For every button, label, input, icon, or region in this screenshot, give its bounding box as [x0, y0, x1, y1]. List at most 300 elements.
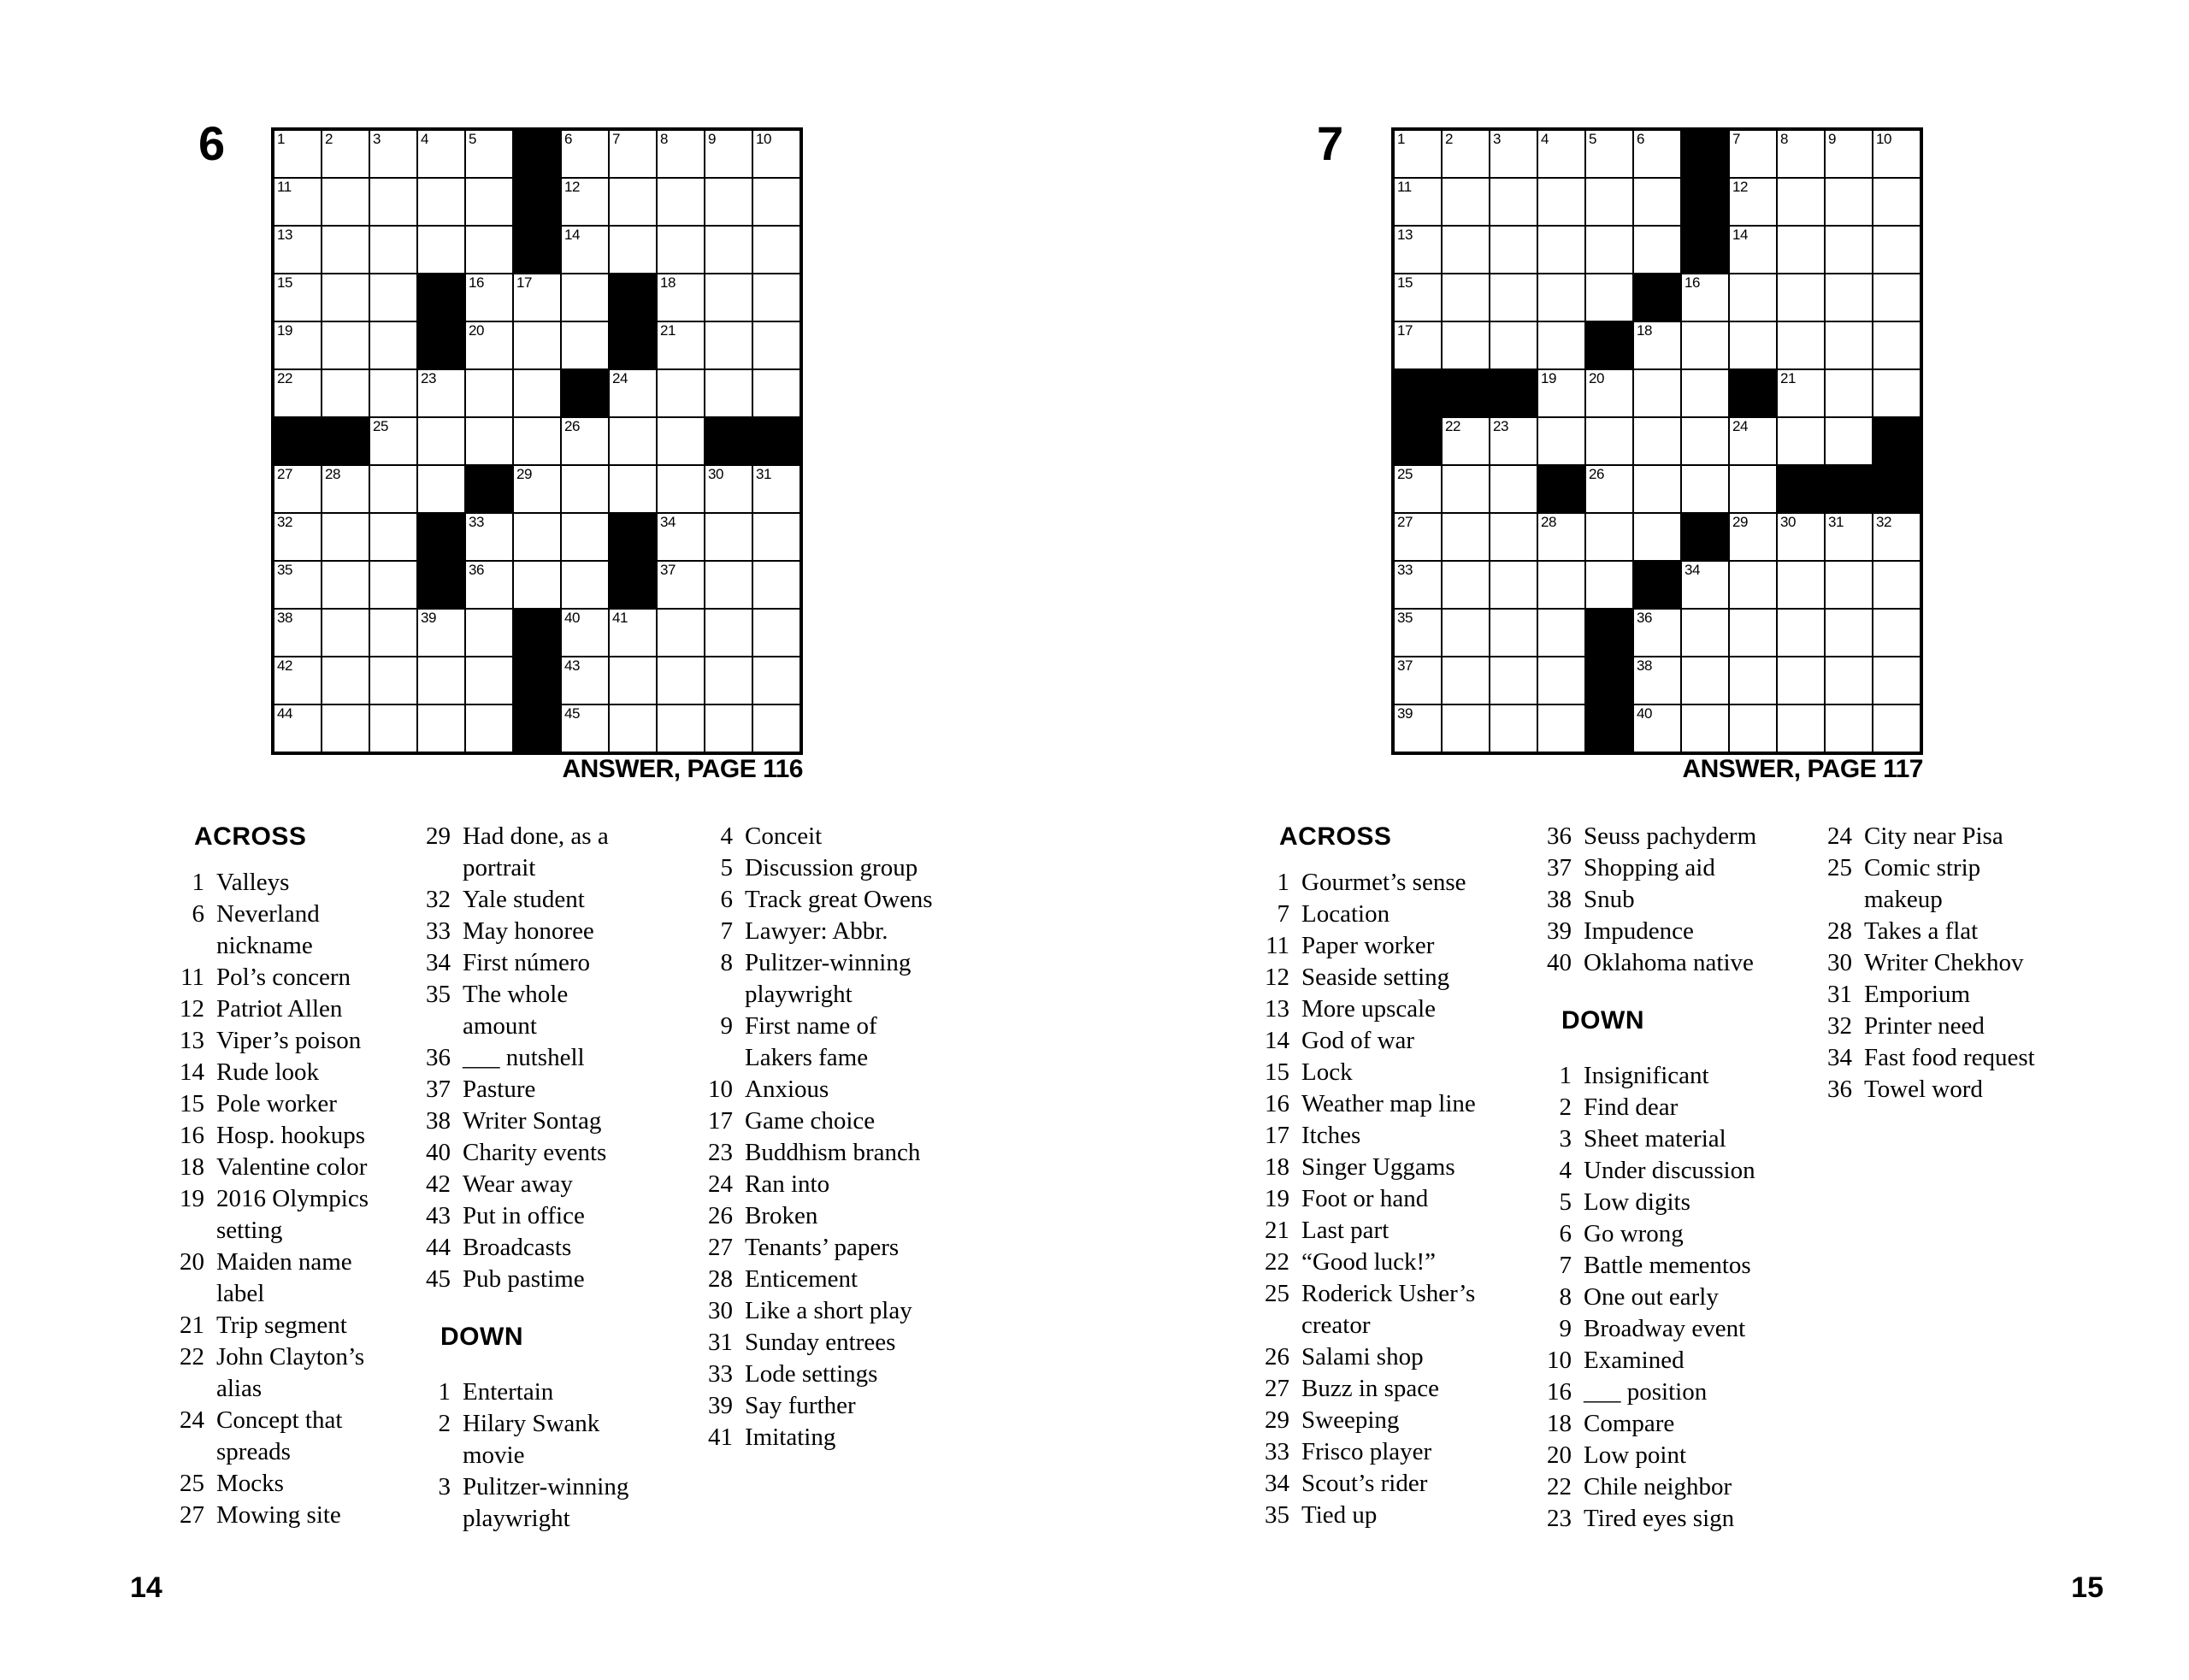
clue-number: 38 [1547, 886, 1572, 913]
grid-cell [513, 465, 561, 513]
clue-item [702, 852, 984, 884]
grid-cell [274, 513, 322, 561]
grid-cell [322, 465, 369, 513]
clue-text: Broadway event [1584, 1315, 1746, 1342]
clue-text: Writer Chekhov [1864, 949, 2024, 976]
grid-cell [752, 609, 800, 657]
clue-item [702, 1074, 984, 1105]
grid-cell-number: 3 [1493, 131, 1501, 147]
grid-cell [1490, 321, 1537, 369]
clue-number: 37 [1547, 854, 1572, 881]
grid-cell [274, 704, 322, 752]
grid-cell [752, 226, 800, 274]
grid-cell [1442, 417, 1490, 465]
clue-number: 22 [180, 1343, 204, 1371]
clue-list-header: DOWN [1561, 1006, 1644, 1035]
grid-cell [1825, 226, 1873, 274]
clue-number: 24 [1827, 822, 1852, 850]
clue-number: 24 [180, 1406, 204, 1434]
clue-item [1541, 852, 1802, 884]
grid-cell-number: 4 [1541, 131, 1549, 147]
clue-text: Examined [1584, 1347, 1685, 1374]
clue-item [1259, 962, 1502, 993]
grid-cell-number: 38 [277, 610, 292, 626]
clue-block [1821, 821, 2112, 1105]
grid-cell [752, 657, 800, 704]
grid-cell [417, 226, 465, 274]
clue-number: 36 [1547, 822, 1572, 850]
grid-cell [322, 274, 369, 321]
grid-cell-number: 27 [1397, 514, 1413, 530]
grid-cell [1585, 513, 1633, 561]
grid-cell [1585, 417, 1633, 465]
clue-text: Sunday entrees [745, 1329, 896, 1356]
grid-cell [657, 657, 705, 704]
grid-cell [705, 178, 752, 226]
grid-cell-number: 35 [277, 562, 292, 578]
grid-cell [705, 513, 752, 561]
clue-number: 25 [1265, 1280, 1289, 1307]
grid-cell-number: 31 [1828, 514, 1844, 530]
grid-cell-number: 13 [1397, 227, 1413, 243]
clue-text: ___ position [1584, 1378, 1708, 1406]
grid-cell [1633, 226, 1681, 274]
grid-cell [1633, 178, 1681, 226]
grid-cell [1442, 274, 1490, 321]
grid-cell [417, 465, 465, 513]
grid-cell-number: 7 [1732, 131, 1740, 147]
clue-number: 35 [1265, 1501, 1289, 1529]
clue-item [174, 867, 406, 899]
clue-text: Weather map line [1301, 1090, 1476, 1117]
grid-cell [752, 465, 800, 513]
clue-text: Roderick Usher’s creator [1301, 1280, 1476, 1339]
grid-cell-black [417, 274, 465, 321]
clue-item [702, 884, 984, 916]
grid-cell [1490, 130, 1537, 178]
grid-cell-number: 6 [1637, 131, 1644, 147]
grid-cell [369, 369, 417, 417]
grid-cell [1729, 178, 1777, 226]
grid-cell [1490, 609, 1537, 657]
grid-cell-black [1585, 321, 1633, 369]
clue-text: Entertain [463, 1378, 554, 1406]
clue-text: Valleys [216, 869, 290, 896]
clue-block [1259, 821, 1502, 852]
grid-cell-number: 17 [1397, 322, 1413, 339]
grid-cell-black [1681, 178, 1729, 226]
grid-cell-black [609, 321, 657, 369]
clue-item [420, 1408, 681, 1471]
grid-cell [1777, 513, 1825, 561]
grid-cell-number: 20 [469, 322, 484, 339]
clue-item [1541, 1060, 1802, 1092]
grid-cell [752, 369, 800, 417]
clue-number: 23 [708, 1139, 733, 1166]
clue-number: 32 [1827, 1012, 1852, 1040]
clue-text: Concept that spreads [216, 1406, 343, 1465]
clue-number: 29 [426, 822, 451, 850]
clue-text: Seaside setting [1301, 964, 1450, 991]
grid-cell-black [609, 274, 657, 321]
clue-text: Emporium [1864, 981, 1971, 1008]
clue-number: 42 [426, 1170, 451, 1198]
grid-cell [417, 369, 465, 417]
clue-item [420, 1074, 681, 1105]
clue-item [702, 1327, 984, 1359]
grid-cell [1585, 274, 1633, 321]
page-left [0, 0, 1094, 1680]
grid-cell-number: 20 [1589, 370, 1604, 386]
grid-cell [609, 657, 657, 704]
clue-item [1541, 1313, 1802, 1345]
grid-cell [1825, 130, 1873, 178]
clue-number: 6 [1559, 1220, 1572, 1247]
clue-item [1541, 1440, 1802, 1471]
grid-cell [417, 178, 465, 226]
clue-text: 2016 Olympics setting [216, 1185, 369, 1244]
grid-cell-number: 24 [612, 370, 628, 386]
clue-text: Broadcasts [463, 1234, 572, 1261]
clue-text: Viper’s poison [216, 1027, 362, 1054]
grid-cell-number: 38 [1637, 657, 1652, 674]
grid-cell [1873, 274, 1921, 321]
clue-item [1259, 1183, 1502, 1215]
grid-cell [1873, 513, 1921, 561]
clue-item [1541, 1471, 1802, 1503]
grid-cell [1873, 561, 1921, 609]
clue-text: Say further [745, 1392, 856, 1419]
grid-cell [561, 704, 609, 752]
grid-cell [1537, 513, 1585, 561]
grid-cell-black [1633, 274, 1681, 321]
clue-number: 21 [1265, 1217, 1289, 1244]
grid-cell [1681, 274, 1729, 321]
grid-cell-number: 39 [1397, 705, 1413, 722]
clue-text: Ran into [745, 1170, 830, 1198]
grid-cell-number: 37 [660, 562, 676, 578]
clue-item [1259, 1436, 1502, 1468]
grid-cell [1537, 657, 1585, 704]
grid-cell [1777, 274, 1825, 321]
grid-cell [1394, 609, 1442, 657]
clue-block [420, 1376, 681, 1535]
grid-cell [561, 513, 609, 561]
grid-cell [657, 321, 705, 369]
clue-text: Singer Uggams [1301, 1153, 1455, 1181]
clue-text: Impudence [1584, 917, 1694, 945]
clue-text: Conceit [745, 822, 823, 850]
clue-item [1259, 1025, 1502, 1057]
grid-cell-black [1537, 465, 1585, 513]
clue-text: Valentine color [216, 1153, 368, 1181]
clue-number: 21 [180, 1312, 204, 1339]
clue-column [174, 821, 406, 1531]
clue-number: 14 [180, 1058, 204, 1086]
grid-cell [1729, 657, 1777, 704]
clue-text: Lawyer: Abbr. [745, 917, 888, 945]
grid-cell [1681, 609, 1729, 657]
grid-cell-black [417, 321, 465, 369]
clue-item [1541, 1187, 1802, 1218]
clue-item [1541, 1250, 1802, 1282]
clue-number: 12 [1265, 964, 1289, 991]
answer-note: ANSWER, PAGE 117 [1682, 755, 1923, 783]
clue-item [174, 1247, 406, 1310]
grid-cell-black [1729, 369, 1777, 417]
clue-item [174, 1088, 406, 1120]
grid-cell-number: 1 [277, 131, 285, 147]
grid-cell-number: 29 [516, 466, 532, 482]
grid-cell-number: 7 [612, 131, 620, 147]
clue-text: Imitating [745, 1424, 836, 1451]
grid-cell-black [1442, 369, 1490, 417]
clue-number: 22 [1265, 1248, 1289, 1276]
grid-cell [1729, 417, 1777, 465]
clue-item [1259, 1152, 1502, 1183]
grid-cell [513, 561, 561, 609]
clue-item [1821, 821, 2112, 852]
grid-cell-number: 25 [1397, 466, 1413, 482]
grid-cell [752, 561, 800, 609]
grid-cell-black [1394, 417, 1442, 465]
clue-number: 40 [426, 1139, 451, 1166]
grid-cell [369, 274, 417, 321]
clue-number: 19 [1265, 1185, 1289, 1212]
grid-cell-number: 13 [277, 227, 292, 243]
clue-item [702, 916, 984, 947]
grid-cell [1394, 226, 1442, 274]
clue-text: Insignificant [1584, 1062, 1709, 1089]
clue-number: 16 [180, 1122, 204, 1149]
grid-cell [1729, 609, 1777, 657]
grid-cell [705, 704, 752, 752]
grid-cell [752, 704, 800, 752]
clue-number: 11 [180, 964, 204, 991]
grid-cell [465, 226, 513, 274]
grid-cell [274, 178, 322, 226]
clue-text: Lock [1301, 1058, 1353, 1086]
clue-column [1259, 821, 1502, 1531]
grid-cell [609, 609, 657, 657]
grid-cell-number: 33 [1397, 562, 1413, 578]
clue-number: 15 [180, 1090, 204, 1117]
grid-cell-black [752, 417, 800, 465]
grid-cell-number: 31 [756, 466, 771, 482]
grid-cell [465, 178, 513, 226]
grid-cell [609, 369, 657, 417]
grid-cell-number: 43 [564, 657, 580, 674]
grid-cell [1442, 704, 1490, 752]
clue-text: Pulitzer-winning playwright [463, 1473, 629, 1532]
grid-cell [1442, 321, 1490, 369]
grid-cell [1394, 704, 1442, 752]
clue-item [420, 1471, 681, 1535]
clue-item [420, 1376, 681, 1408]
grid-cell-number: 15 [1397, 274, 1413, 291]
clue-item [1541, 1282, 1802, 1313]
clue-item [1821, 1011, 2112, 1042]
grid-cell [1490, 657, 1537, 704]
grid-cell [1490, 274, 1537, 321]
grid-cell [1777, 321, 1825, 369]
clue-text: Paper worker [1301, 932, 1435, 959]
grid-cell [1394, 513, 1442, 561]
clue-text: Low digits [1584, 1188, 1690, 1216]
grid-cell-number: 34 [660, 514, 676, 530]
grid-cell [1585, 130, 1633, 178]
clue-number: 16 [1265, 1090, 1289, 1117]
clue-block [702, 821, 984, 1453]
clue-item [702, 1359, 984, 1390]
grid-cell-black [1585, 704, 1633, 752]
clue-number: 31 [1827, 981, 1852, 1008]
grid-cell-number: 34 [1685, 562, 1700, 578]
grid-cell-black [609, 561, 657, 609]
grid-cell [1873, 130, 1921, 178]
grid-cell-black [1585, 609, 1633, 657]
clue-number: 1 [192, 869, 204, 896]
clue-text: “Good luck!” [1301, 1248, 1437, 1276]
grid-cell [417, 417, 465, 465]
clue-block [1259, 867, 1502, 1531]
clue-number: 2 [438, 1410, 451, 1437]
clue-number: 6 [720, 886, 733, 913]
grid-cell-black [513, 704, 561, 752]
puzzle-number: 7 [1317, 116, 1344, 170]
grid-cell [274, 226, 322, 274]
grid-cell [369, 321, 417, 369]
grid-cell-number: 2 [325, 131, 333, 147]
clue-text: Had done, as a portrait [463, 822, 609, 881]
page-number: 15 [2071, 1571, 2103, 1604]
clue-item [174, 1468, 406, 1500]
grid-cell [1490, 561, 1537, 609]
grid-cell [417, 704, 465, 752]
grid-cell [705, 465, 752, 513]
grid-cell [1537, 704, 1585, 752]
grid-cell [1442, 465, 1490, 513]
clue-item [174, 1341, 406, 1405]
grid-cell [1394, 561, 1442, 609]
grid-cell-number: 16 [1685, 274, 1700, 291]
clue-text: More upscale [1301, 995, 1437, 1023]
grid-cell [369, 609, 417, 657]
clue-number: 33 [708, 1360, 733, 1388]
clue-number: 28 [708, 1265, 733, 1293]
clue-text: Takes a flat [1864, 917, 1979, 945]
clue-item [1259, 993, 1502, 1025]
clue-number: 33 [1265, 1438, 1289, 1465]
clue-number: 28 [1827, 917, 1852, 945]
clue-text: Anxious [745, 1076, 829, 1103]
clue-text: Game choice [745, 1107, 876, 1135]
grid-cell [657, 513, 705, 561]
clue-number: 25 [180, 1470, 204, 1497]
clue-number: 3 [438, 1473, 451, 1500]
clue-number: 6 [192, 900, 204, 928]
clue-number: 24 [708, 1170, 733, 1198]
clue-number: 2 [1559, 1093, 1572, 1121]
clue-number: 9 [720, 1012, 733, 1040]
clue-item [1541, 947, 1802, 979]
grid-cell-black [609, 513, 657, 561]
grid-cell [561, 274, 609, 321]
clue-text: Buzz in space [1301, 1375, 1440, 1402]
clue-number: 10 [1547, 1347, 1572, 1374]
clue-item [1821, 979, 2112, 1011]
clue-text: Hilary Swank movie [463, 1410, 600, 1469]
clue-item [1821, 1074, 2112, 1105]
clue-number: 30 [1827, 949, 1852, 976]
clue-item [1541, 1376, 1802, 1408]
clue-number: 29 [1265, 1406, 1289, 1434]
grid-cell [561, 465, 609, 513]
answer-note: ANSWER, PAGE 116 [562, 755, 803, 783]
grid-cell-black [465, 465, 513, 513]
clue-block [1541, 821, 1802, 979]
clue-item [1259, 930, 1502, 962]
grid-cell [657, 609, 705, 657]
clue-text: Shopping aid [1584, 854, 1715, 881]
grid-cell [1490, 465, 1537, 513]
grid-cell [1873, 369, 1921, 417]
grid-cell [1537, 609, 1585, 657]
clue-text: Compare [1584, 1410, 1675, 1437]
clue-number: 1 [1277, 869, 1289, 896]
clue-text: Tired eyes sign [1584, 1505, 1735, 1532]
clue-text: Rude look [216, 1058, 320, 1086]
grid-cell [513, 369, 561, 417]
clue-text: Printer need [1864, 1012, 1985, 1040]
grid-cell [1585, 178, 1633, 226]
clue-number: 37 [426, 1076, 451, 1103]
clue-text: Charity events [463, 1139, 607, 1166]
grid-cell [1442, 657, 1490, 704]
clue-number: 18 [180, 1153, 204, 1181]
clue-number: 9 [1559, 1315, 1572, 1342]
clue-item [174, 993, 406, 1025]
clue-item [1259, 1500, 1502, 1531]
grid-cell [752, 274, 800, 321]
clue-text: Gourmet’s sense [1301, 869, 1466, 896]
grid-cell [1537, 226, 1585, 274]
clue-number: 26 [708, 1202, 733, 1229]
clue-item [702, 1264, 984, 1295]
grid-cell [657, 704, 705, 752]
clue-number: 19 [180, 1185, 204, 1212]
clue-text: Yale student [463, 886, 585, 913]
clue-item [1821, 916, 2112, 947]
grid-cell-number: 22 [277, 370, 292, 386]
grid-cell [322, 178, 369, 226]
clue-text: Tied up [1301, 1501, 1378, 1529]
clue-item [702, 1295, 984, 1327]
grid-cell [561, 178, 609, 226]
grid-cell [1729, 561, 1777, 609]
clue-number: 27 [180, 1501, 204, 1529]
grid-cell-number: 23 [421, 370, 436, 386]
grid-cell [417, 130, 465, 178]
clue-number: 20 [1547, 1441, 1572, 1469]
grid-cell [1777, 417, 1825, 465]
grid-cell [1585, 226, 1633, 274]
grid-cell-number: 44 [277, 705, 292, 722]
grid-cell-number: 30 [1780, 514, 1796, 530]
clue-column [1821, 821, 2112, 1105]
clue-item [1541, 1123, 1802, 1155]
grid-cell [1729, 274, 1777, 321]
